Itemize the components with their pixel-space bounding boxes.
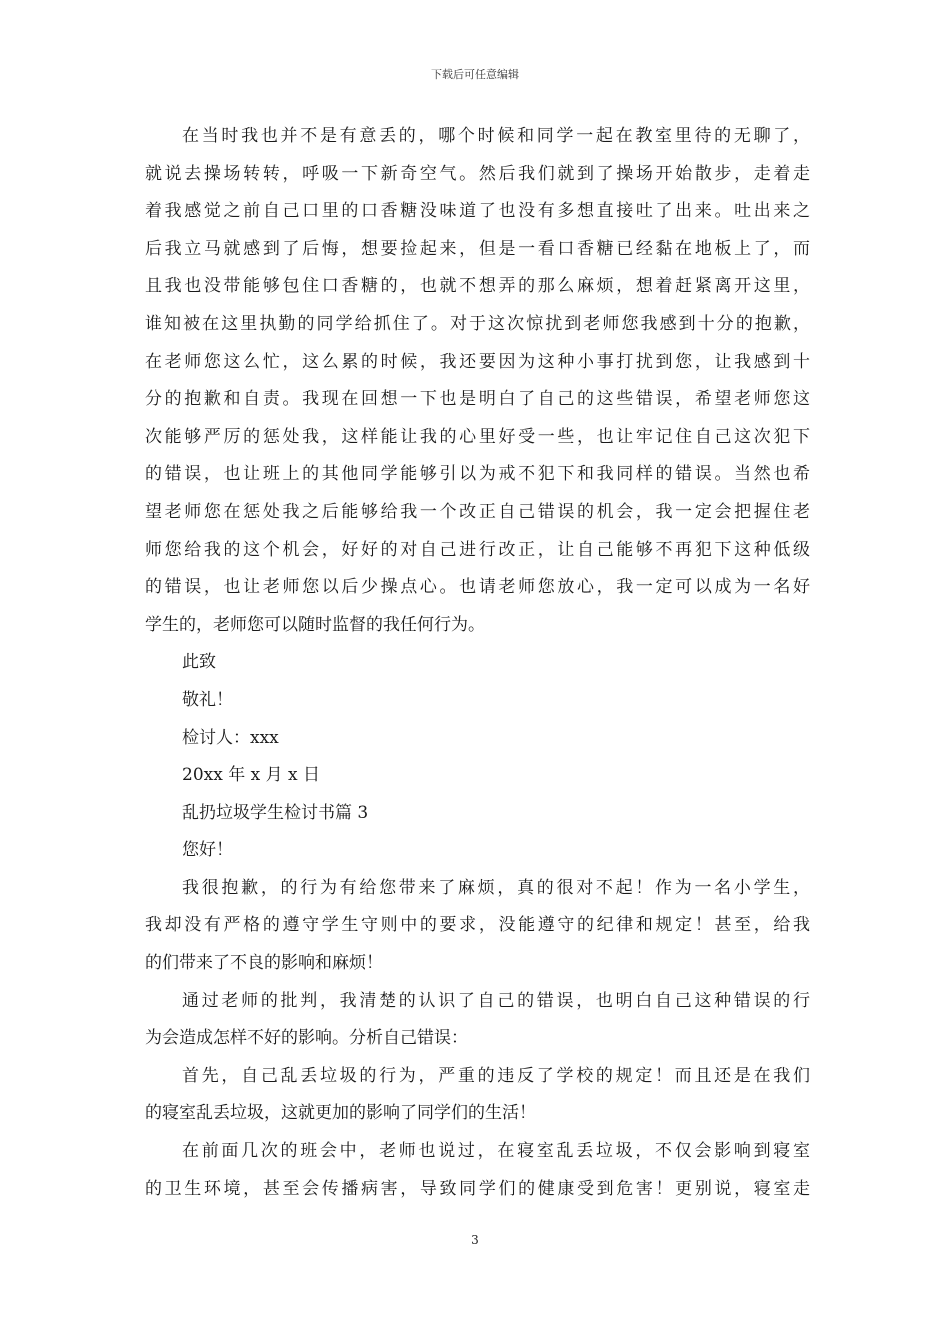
body-line: 的卫生环境，甚至会传播病害，导致同学们的健康受到危害！更别说，寝室走 [145, 1178, 810, 1199]
body-line: 望老师您在惩处我之后能够给我一个改正自己错误的机会，我一定会把握住老 [145, 501, 810, 522]
body-line: 在前面几次的班会中，老师也说过，在寝室乱丢垃圾，不仅会影响到寝室 [182, 1141, 810, 1162]
body-line: 分的抱歉和自责。我现在回想一下也是明白了自己的这些错误，希望老师您这 [145, 389, 810, 410]
date-line: 20xx 年 x 月 x 日 [182, 765, 321, 786]
page-number: 3 [471, 1233, 479, 1247]
body-line: 在老师您这么忙，这么累的时候，我还要因为这种小事打扰到您，让我感到十 [145, 351, 810, 372]
body-line: 我很抱歉，的行为有给您带来了麻烦，真的很对不起！作为一名小学生， [182, 877, 810, 898]
greeting: 您好！ [182, 840, 233, 861]
body-line: 谁知被在这里执勤的同学给抓住了。对于这次惊扰到老师您我感到十分的抱歉， [145, 313, 810, 334]
body-line: 的错误，也让老师您以后少操点心。也请老师您放心，我一定可以成为一名好 [145, 577, 810, 598]
body-line: 为会造成怎样不好的影响。分析自己错误： [145, 1028, 468, 1049]
body-line: 师您给我的这个机会，好好的对自己进行改正，让自己能够不再犯下这种低级 [145, 539, 810, 560]
section-title: 乱扔垃圾学生检讨书篇 3 [182, 802, 369, 823]
body-line: 学生的，老师您可以随时监督的我任何行为。 [145, 614, 485, 635]
signature-line: 检讨人：xxx [182, 727, 279, 748]
closing-salutation: 此致 [182, 652, 216, 673]
body-line: 且我也没带能够包住口香糖的，也就不想弄的那么麻烦，想着赶紧离开这里， [145, 276, 810, 297]
document-body [145, 118, 810, 1208]
body-line: 就说去操场转转，呼吸一下新奇空气。然后我们就到了操场开始散步，走着走 [145, 163, 810, 184]
body-line: 首先，自己乱丢垃圾的行为，严重的违反了学校的规定！而且还是在我们 [182, 1065, 810, 1086]
body-line: 的寝室乱丢垃圾，这就更加的影响了同学们的生活！ [145, 1103, 536, 1124]
body-line: 在当时我也并不是有意丢的，哪个时候和同学一起在教室里待的无聊了， [182, 126, 810, 146]
body-line: 着我感觉之前自己口里的口香糖没味道了也没有多想直接吐了出来。吐出来之 [145, 201, 810, 222]
body-line: 后我立马就感到了后悔，想要捡起来，但是一看口香糖已经黏在地板上了，而 [145, 238, 810, 259]
header-note: 下载后可任意编辑 [431, 68, 519, 81]
closing-respect: 敬礼！ [182, 689, 233, 710]
body-line: 的错误，也让班上的其他同学能够引以为戒不犯下和我同样的错误。当然也希 [145, 464, 810, 485]
body-line: 的们带来了不良的影响和麻烦！ [145, 953, 383, 974]
body-line: 我却没有严格的遵守学生守则中的要求，没能遵守的纪律和规定！甚至，给我 [145, 915, 810, 936]
body-line: 次能够严厉的惩处我，这样能让我的心里好受一些，也让牢记住自己这次犯下 [145, 426, 810, 447]
body-line: 通过老师的批判，我清楚的认识了自己的错误，也明白自己这种错误的行 [182, 990, 810, 1011]
